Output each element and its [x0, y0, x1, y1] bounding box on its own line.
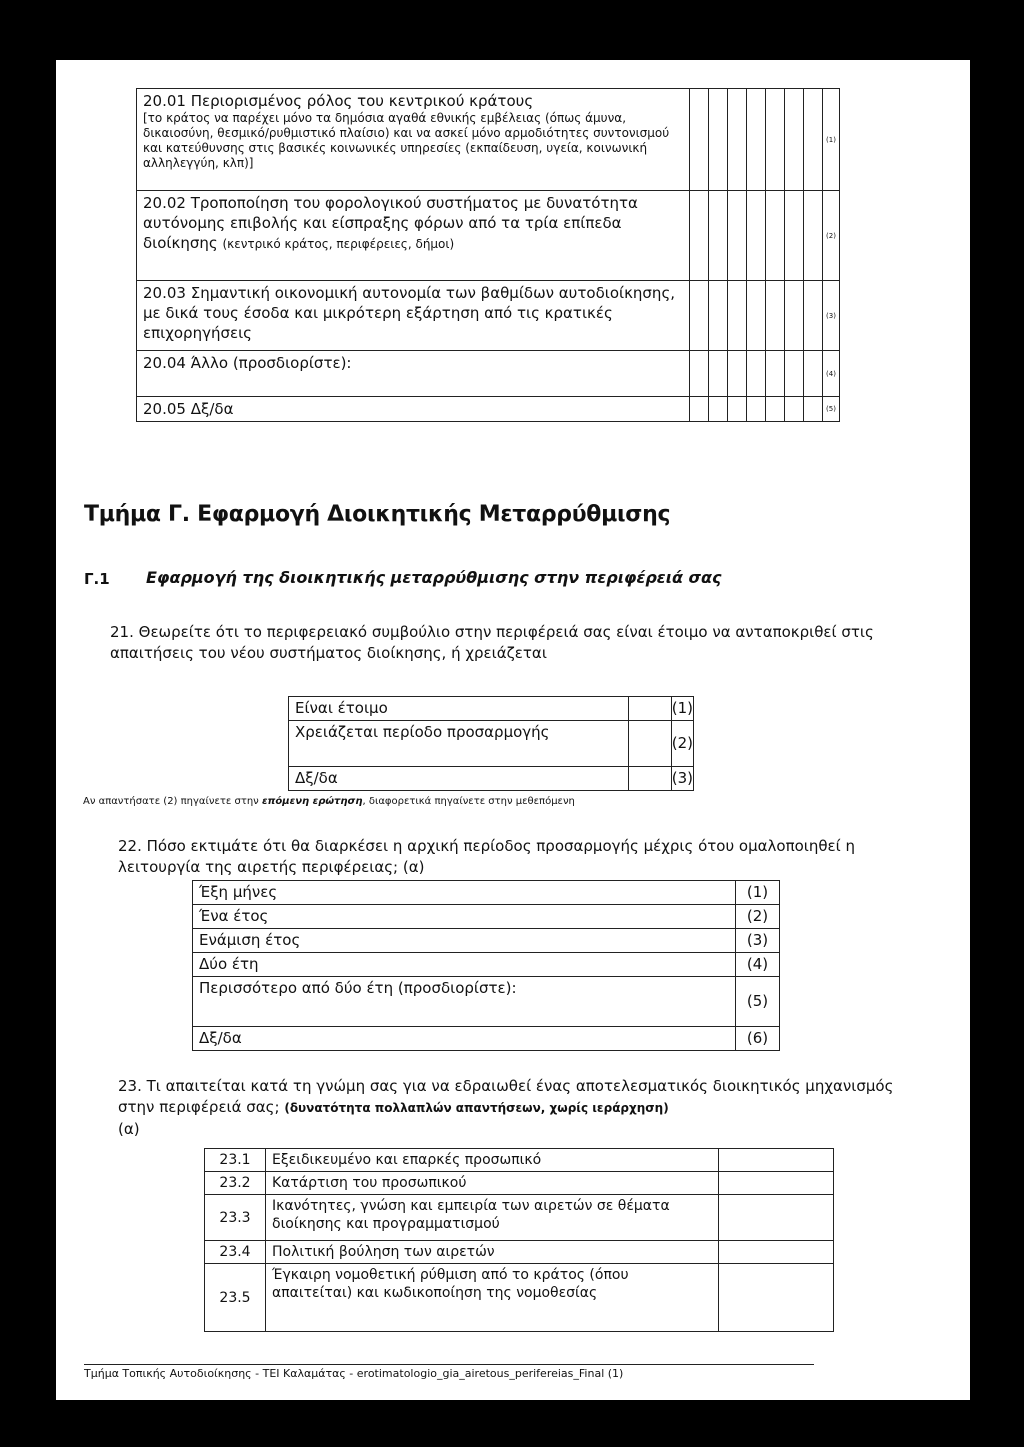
answer-code: (2): [671, 721, 693, 767]
q21-number: 21.: [110, 623, 134, 641]
answer-box[interactable]: [766, 191, 785, 281]
note-emphasis: επόμενη ερώτηση: [261, 796, 363, 807]
q21-question: [110, 622, 900, 664]
answer-box[interactable]: [719, 1195, 834, 1241]
q22-option: [193, 1027, 780, 1051]
q22-option: [193, 977, 780, 1027]
q23-row-label: Ικανότητες, γνώση και εμπειρία των αιρετών σε θέματα διοίκησης και προγραμματισμού: [266, 1195, 719, 1241]
answer-box[interactable]: [728, 397, 747, 422]
q20-row-3: [137, 281, 840, 351]
q23-number: 23.: [118, 1077, 142, 1095]
q22-option-label: Έξη μήνες: [193, 881, 736, 905]
q21-option-label: Είναι έτοιμο: [289, 697, 629, 721]
answer-code: (5): [823, 397, 840, 422]
answer-box[interactable]: [766, 397, 785, 422]
answer-box[interactable]: [709, 397, 728, 422]
q23-question: [118, 1076, 918, 1140]
q22-option-label: Ενάμιση έτος: [193, 929, 736, 953]
q23-row-label: Πολιτική βούληση των αιρετών: [266, 1241, 719, 1264]
q23-row-num: 23.4: [205, 1241, 266, 1264]
answer-box[interactable]: [804, 191, 823, 281]
answer-box[interactable]: [690, 351, 709, 397]
q23-row: [205, 1149, 834, 1172]
q22-option: [193, 953, 780, 977]
q23-tail: (α): [118, 1120, 140, 1138]
answer-box[interactable]: [709, 89, 728, 191]
answer-code: (3): [671, 767, 693, 791]
answer-box[interactable]: [766, 351, 785, 397]
answer-code: (2): [823, 191, 840, 281]
q22-option-label: Ένα έτος: [193, 905, 736, 929]
answer-box[interactable]: [747, 281, 766, 351]
answer-box[interactable]: [719, 1264, 834, 1332]
q23-row: [205, 1195, 834, 1241]
answer-code: (6): [736, 1027, 780, 1051]
answer-box[interactable]: [629, 767, 672, 791]
answer-box[interactable]: [804, 397, 823, 422]
q21-skip-note: [83, 796, 575, 807]
section-title: Τμήμα Γ. Εφαρμογή Διοικητικής Μεταρρύθμισης: [84, 502, 671, 527]
answer-box[interactable]: [719, 1241, 834, 1264]
q23-row-label: Έγκαιρη νομοθετική ρύθμιση από το κράτος (όπου απαιτείται) και κωδικοποίηση της νομοθεσίας: [266, 1264, 719, 1332]
answer-box[interactable]: [709, 281, 728, 351]
answer-box[interactable]: [785, 397, 804, 422]
q23-row: [205, 1241, 834, 1264]
q20-row-5: [137, 397, 840, 422]
answer-box[interactable]: [747, 351, 766, 397]
q20-row-text: Δξ/δα: [190, 400, 234, 418]
q22-option: [193, 905, 780, 929]
q20-row-4: [137, 351, 840, 397]
q23-row-num: 23.3: [205, 1195, 266, 1241]
answer-box[interactable]: [766, 281, 785, 351]
answer-code: (1): [823, 89, 840, 191]
q20-row-1: [137, 89, 840, 191]
q20-row-num: 20.05: [143, 400, 186, 418]
q22-option-label: Δξ/δα: [193, 1027, 736, 1051]
answer-box[interactable]: [804, 281, 823, 351]
q20-row-num: 20.04: [143, 354, 186, 372]
q20-table: [136, 88, 840, 422]
answer-box[interactable]: [785, 281, 804, 351]
q23-row-label: Κατάρτιση του προσωπικού: [266, 1172, 719, 1195]
q20-row-text: Περιορισμένος ρόλος του κεντρικού κράτους: [190, 92, 534, 110]
q22-text: Πόσο εκτιμάτε ότι θα διαρκέσει η αρχική περίοδος προσαρμογής μέχρις ότου ομαλοποιηθεί η λειτουργία της αιρετής περιφέρειας; (α): [118, 837, 856, 876]
q23-row: [205, 1264, 834, 1332]
q20-row-num: 20.02: [143, 194, 186, 212]
q23-instruction: (δυνατότητα πολλαπλών απαντήσεων, χωρίς ιεράρχηση): [284, 1101, 669, 1115]
answer-box[interactable]: [719, 1149, 834, 1172]
answer-box[interactable]: [709, 191, 728, 281]
answer-box[interactable]: [804, 351, 823, 397]
answer-box[interactable]: [709, 351, 728, 397]
answer-code: (5): [736, 977, 780, 1027]
q20-row-2: [137, 191, 840, 281]
answer-box[interactable]: [719, 1172, 834, 1195]
answer-box[interactable]: [690, 397, 709, 422]
answer-code: (4): [823, 351, 840, 397]
q21-option: [289, 767, 694, 791]
q20-row-text: Τροποποίηση του φορολογικού συστήματος με δυνατότητα αυτόνομης επιβολής και είσπραξης φόρων από τα τρία επίπεδα διοίκησης: [143, 194, 638, 252]
answer-box[interactable]: [785, 191, 804, 281]
answer-box[interactable]: [728, 191, 747, 281]
q23-row-num: 23.5: [205, 1264, 266, 1332]
q22-question: [118, 836, 908, 878]
answer-box[interactable]: [690, 281, 709, 351]
q21-options: [288, 696, 694, 791]
answer-code: (1): [736, 881, 780, 905]
answer-code: (3): [736, 929, 780, 953]
q23-row-num: 23.1: [205, 1149, 266, 1172]
answer-box[interactable]: [785, 351, 804, 397]
subsection-title: Εφαρμογή της διοικητικής μεταρρύθμισης στην περιφέρειά σας: [146, 568, 722, 587]
q23-row-label: Εξειδικευμένο και επαρκές προσωπικό: [266, 1149, 719, 1172]
q20-row-text: Άλλο (προσδιορίστε):: [190, 354, 352, 372]
page-footer: Τμήμα Τοπικής Αυτοδιοίκησης - ΤΕΙ Καλαμάτας - erotimatologio_gia_airetous_perifereias_Final (1): [84, 1364, 814, 1380]
note-text: , διαφορετικά πηγαίνετε στην μεθεπόμενη: [362, 796, 575, 807]
q21-option-label: Δξ/δα: [289, 767, 629, 791]
q20-row-num: 20.01: [143, 92, 186, 110]
q21-option: [289, 721, 694, 767]
answer-box[interactable]: [629, 721, 672, 767]
q21-text: Θεωρείτε ότι το περιφερειακό συμβούλιο στην περιφέρειά σας είναι έτοιμο να ανταποκριθεί στις απαιτήσεις του νέου συστήματος διοίκησης, ή χρειάζεται: [110, 623, 874, 662]
q21-option: [289, 697, 694, 721]
answer-box[interactable]: [690, 89, 709, 191]
answer-box[interactable]: [747, 89, 766, 191]
answer-code: (3): [823, 281, 840, 351]
answer-box[interactable]: [728, 89, 747, 191]
q20-row-num: 20.03: [143, 284, 186, 302]
answer-code: (1): [671, 697, 693, 721]
q23-table: [204, 1148, 834, 1332]
q20-row-sub: [το κράτος να παρέχει μόνο τα δημόσια αγαθά εθνικής εμβέλειας (όπως άμυνα, δικαιοσύνη, θεσμικό/ρυθμιστικό πλαίσιο) και να ασκεί μόνο αρμοδιότητες συντονισμού και κατεύθυνσης στις βασικές κοινωνικές υπηρεσίες (εκπαίδευση, υγεία, κοινωνική αλληλεγγύη, κλπ)]: [143, 111, 670, 170]
answer-box[interactable]: [747, 397, 766, 422]
answer-box[interactable]: [804, 89, 823, 191]
q22-option-label: Περισσότερο από δύο έτη (προσδιορίστε):: [193, 977, 736, 1027]
q22-option: [193, 881, 780, 905]
q22-number: 22.: [118, 837, 142, 855]
answer-code: (2): [736, 905, 780, 929]
q23-text: Τι απαιτείται κατά τη γνώμη σας για να εδραιωθεί ένας αποτελεσματικός διοικητικός μηχανισμός στην περιφέρειά σας;: [118, 1077, 894, 1116]
answer-box[interactable]: [629, 697, 672, 721]
answer-box[interactable]: [728, 351, 747, 397]
q22-options: [192, 880, 780, 1051]
answer-box[interactable]: [747, 191, 766, 281]
q20-row-sub: (κεντρικό κράτος, περιφέρειες, δήμοι): [222, 237, 455, 251]
q21-option-label: Χρειάζεται περίοδο προσαρμογής: [289, 721, 629, 767]
q22-option-label: Δύο έτη: [193, 953, 736, 977]
answer-box[interactable]: [785, 89, 804, 191]
note-text: Αν απαντήσατε (2) πηγαίνετε στην: [83, 796, 259, 807]
questionnaire-page: [56, 60, 970, 1400]
answer-code: (4): [736, 953, 780, 977]
answer-box[interactable]: [690, 191, 709, 281]
q23-row: [205, 1172, 834, 1195]
answer-box[interactable]: [766, 89, 785, 191]
subsection-number: Γ.1: [84, 570, 110, 588]
q22-option: [193, 929, 780, 953]
q23-row-num: 23.2: [205, 1172, 266, 1195]
answer-box[interactable]: [728, 281, 747, 351]
q20-row-text: Σημαντική οικονομική αυτονομία των βαθμίδων αυτοδιοίκησης, με δικά τους έσοδα και μικρότερη εξάρτηση από τις κρατικές επιχορηγήσεις: [143, 284, 676, 342]
